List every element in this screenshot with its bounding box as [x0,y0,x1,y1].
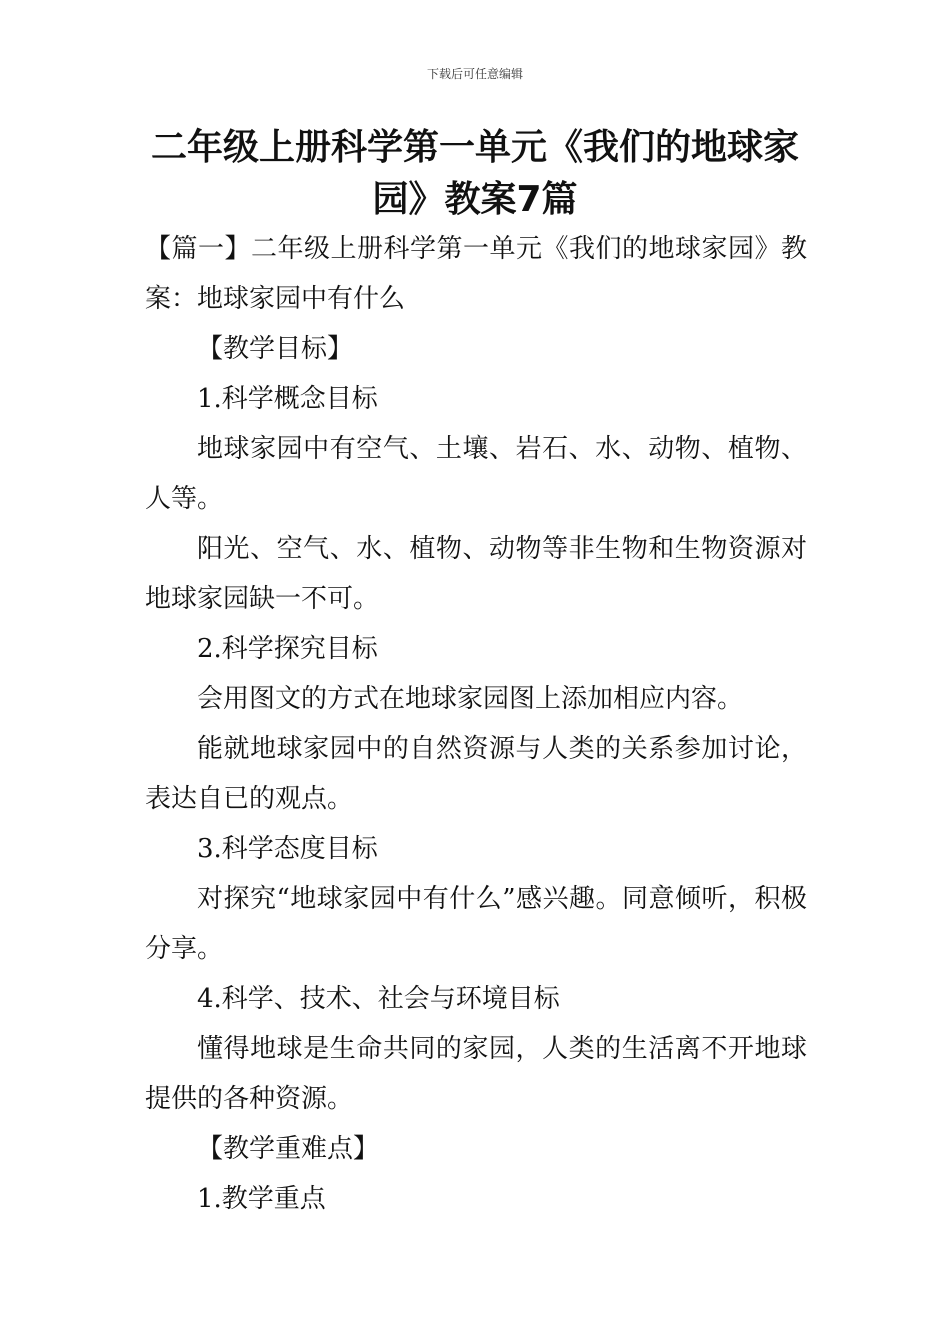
paragraph: 懂得地球是生命共同的家园，人类的生活离不开地球提供的各种资源。 [145,1034,807,1114]
subheading-teaching-goals: 【教学目标】 [197,334,354,364]
subheading-attitude-goal: 3.科学态度目标 [197,834,378,864]
paragraph: 能就地球家园中的自然资源与人类的关系参加讨论，表达自已的观点。 [145,734,807,814]
subheading-inquiry-goal: 2.科学探究目标 [197,634,378,664]
subheading-key-difficulties: 【教学重难点】 [197,1134,380,1164]
subheading-concept-goal: 1.科学概念目标 [197,384,378,414]
paragraph: 地球家园中有空气、土壤、岩石、水、动物、植物、人等。 [145,434,807,514]
header-note: 下载后可任意编辑 [426,67,523,81]
subheading-teaching-focus: 1.教学重点 [197,1184,326,1214]
document-title: 二年级上册科学第一单元《我们的地球家园》教案7篇 [150,127,799,220]
document-body [145,224,807,1224]
paragraph: 阳光、空气、水、植物、动物等非生物和生物资源对地球家园缺一不可。 [145,534,807,614]
section-heading: 【篇一】二年级上册科学第一单元《我们的地球家园》教案：地球家园中有什么 [145,234,807,314]
paragraph: 会用图文的方式在地球家园图上添加相应内容。 [197,684,744,714]
paragraph: 对探究“地球家园中有什么”感兴趣。同意倾听，积极分享。 [145,884,807,964]
subheading-stse-goal: 4.科学、技术、社会与环境目标 [197,984,560,1014]
